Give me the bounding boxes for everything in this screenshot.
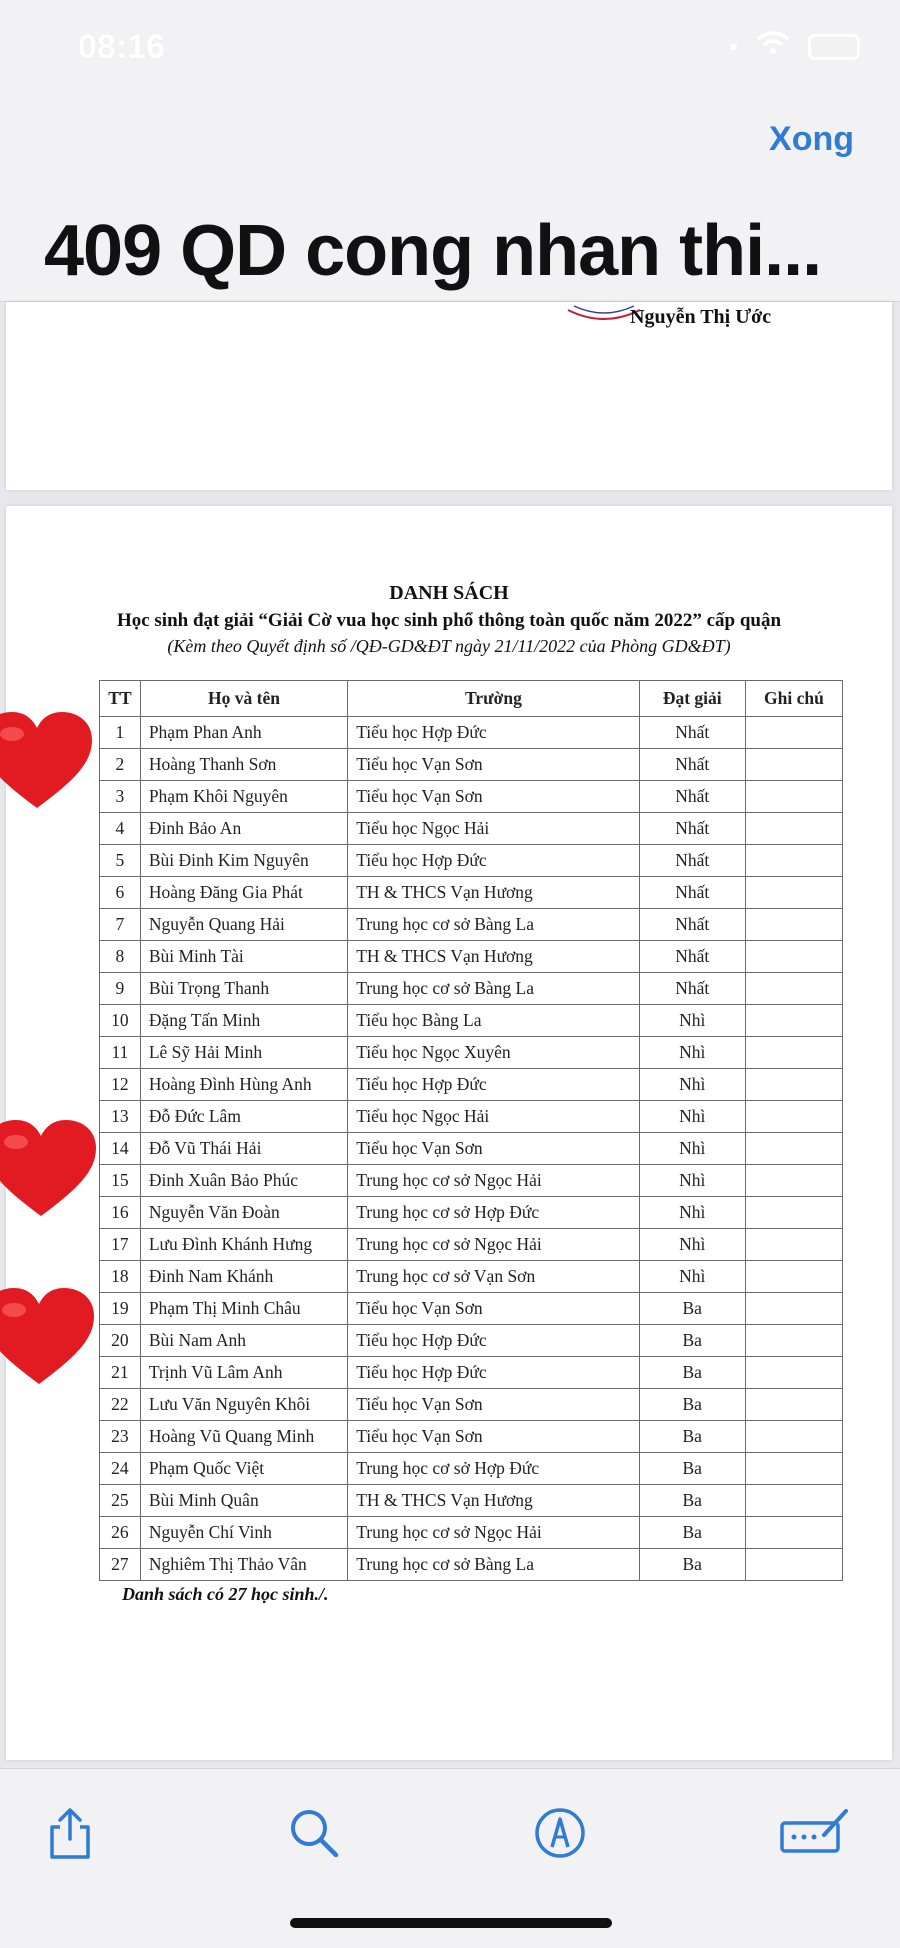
cell-name: Phạm Thị Minh Châu	[140, 1293, 347, 1325]
cell-award: Nhì	[639, 1197, 745, 1229]
cell-tt: 14	[100, 1133, 141, 1165]
cell-tt: 8	[100, 941, 141, 973]
status-bar	[0, 0, 900, 100]
document-title: 409 QD cong nhan thi...	[44, 211, 822, 291]
table-row	[100, 845, 843, 877]
cell-school: Tiểu học Hợp Đức	[348, 1069, 639, 1101]
cell-name: Bùi Nam Anh	[140, 1325, 347, 1357]
table-row	[100, 1325, 843, 1357]
cell-school: TH & THCS Vạn Hương	[348, 877, 639, 909]
cell-note	[745, 941, 842, 973]
cell-school: Tiểu học Ngọc Xuyên	[348, 1037, 639, 1069]
cell-school: Trung học cơ sở Ngọc Hải	[348, 1517, 639, 1549]
cell-note	[745, 1133, 842, 1165]
table-row	[100, 1165, 843, 1197]
cell-award: Nhất	[639, 909, 745, 941]
cell-tt: 15	[100, 1165, 141, 1197]
cell-school: Tiểu học Vạn Sơn	[348, 1389, 639, 1421]
cell-award: Nhất	[639, 941, 745, 973]
cell-school: Tiểu học Ngọc Hải	[348, 813, 639, 845]
cell-tt: 5	[100, 845, 141, 877]
list-note: (Kèm theo Quyết định số /QĐ-GD&ĐT ngày 21/11/2022 của Phòng GD&ĐT)	[167, 636, 731, 656]
cell-tt: 13	[100, 1101, 141, 1133]
cell-tt: 3	[100, 781, 141, 813]
table-row	[100, 1389, 843, 1421]
table-row	[100, 1293, 843, 1325]
status-icons	[729, 30, 860, 63]
cell-award: Nhất	[639, 781, 745, 813]
cell-name: Phạm Quốc Việt	[140, 1453, 347, 1485]
cell-note	[745, 1101, 842, 1133]
pdf-page-previous	[6, 302, 892, 490]
cell-school: Tiểu học Vạn Sơn	[348, 781, 639, 813]
cell-name: Lưu Đình Khánh Hưng	[140, 1229, 347, 1261]
status-time: 08:16	[78, 28, 165, 66]
cell-note	[745, 1005, 842, 1037]
cell-school: Trung học cơ sở Ngọc Hải	[348, 1165, 639, 1197]
cell-note	[745, 1517, 842, 1549]
list-subtitle: Học sinh đạt giải “Giải Cờ vua học sinh phổ thông toàn quốc năm 2022” cấp quận	[116, 610, 782, 631]
cell-tt: 20	[100, 1325, 141, 1357]
table-row	[100, 1037, 843, 1069]
cell-award: Nhất	[639, 717, 745, 749]
done-button[interactable]: Xong	[769, 120, 854, 158]
wifi-icon	[756, 30, 790, 63]
cell-school: Tiểu học Bàng La	[348, 1005, 639, 1037]
cell-name: Nguyễn Quang Hải	[140, 909, 347, 941]
cell-award: Nhất	[639, 877, 745, 909]
table-row	[100, 781, 843, 813]
cell-name: Phạm Khôi Nguyên	[140, 781, 347, 813]
cell-note	[745, 973, 842, 1005]
heart-icon	[0, 712, 92, 812]
cell-name: Hoàng Đình Hùng Anh	[140, 1069, 347, 1101]
table-row	[100, 1517, 843, 1549]
cell-name: Bùi Trọng Thanh	[140, 973, 347, 1005]
table-row	[100, 973, 843, 1005]
cell-tt: 10	[100, 1005, 141, 1037]
cell-note	[745, 1261, 842, 1293]
cell-award: Ba	[639, 1325, 745, 1357]
cell-name: Phạm Phan Anh	[140, 717, 347, 749]
table-row	[100, 1421, 843, 1453]
column-header-name: Họ và tên	[140, 681, 347, 717]
column-header-school: Trường	[348, 681, 639, 717]
cell-award: Nhì	[639, 1261, 745, 1293]
cell-award: Nhì	[639, 1165, 745, 1197]
cell-tt: 9	[100, 973, 141, 1005]
cell-name: Đinh Xuân Bảo Phúc	[140, 1165, 347, 1197]
cell-award: Nhì	[639, 1069, 745, 1101]
cell-school: Trung học cơ sở Hợp Đức	[348, 1453, 639, 1485]
table-row	[100, 877, 843, 909]
search-icon[interactable]	[286, 1805, 342, 1861]
cell-note	[745, 1293, 842, 1325]
cell-tt: 21	[100, 1357, 141, 1389]
cell-note	[745, 909, 842, 941]
cell-name: Đặng Tấn Minh	[140, 1005, 347, 1037]
share-icon[interactable]	[42, 1805, 98, 1861]
column-header-award: Đạt giải	[639, 681, 745, 717]
cell-award: Nhất	[639, 973, 745, 1005]
cell-note	[745, 1069, 842, 1101]
signal-icon: ▪	[728, 31, 738, 61]
cell-tt: 23	[100, 1421, 141, 1453]
cell-note	[745, 1421, 842, 1453]
cell-award: Nhất	[639, 813, 745, 845]
column-header-note: Ghi chú	[745, 681, 842, 717]
cell-note	[745, 813, 842, 845]
cell-tt: 4	[100, 813, 141, 845]
cell-tt: 24	[100, 1453, 141, 1485]
cell-tt: 26	[100, 1517, 141, 1549]
cell-school: Tiểu học Hợp Đức	[348, 1325, 639, 1357]
cell-school: Tiểu học Hợp Đức	[348, 1357, 639, 1389]
cell-tt: 18	[100, 1261, 141, 1293]
cell-award: Ba	[639, 1389, 745, 1421]
cell-school: Tiểu học Vạn Sơn	[348, 1293, 639, 1325]
table-row	[100, 1357, 843, 1389]
cell-note	[745, 1549, 842, 1581]
cell-award: Ba	[639, 1293, 745, 1325]
table-row	[100, 1261, 843, 1293]
cell-name: Lê Sỹ Hải Minh	[140, 1037, 347, 1069]
cell-name: Nghiêm Thị Thảo Vân	[140, 1549, 347, 1581]
cell-note	[745, 717, 842, 749]
cell-school: Tiểu học Ngọc Hải	[348, 1101, 639, 1133]
cell-award: Nhì	[639, 1229, 745, 1261]
cell-note	[745, 1165, 842, 1197]
cell-award: Ba	[639, 1453, 745, 1485]
table-row	[100, 941, 843, 973]
cell-award: Ba	[639, 1517, 745, 1549]
cell-name: Đinh Nam Khánh	[140, 1261, 347, 1293]
cell-name: Đỗ Đức Lâm	[140, 1101, 347, 1133]
pdf-page-list	[6, 506, 892, 1760]
cell-name: Đỗ Vũ Thái Hải	[140, 1133, 347, 1165]
cell-tt: 25	[100, 1485, 141, 1517]
table-row	[100, 749, 843, 781]
home-indicator	[290, 1918, 612, 1928]
cell-school: TH & THCS Vạn Hương	[348, 941, 639, 973]
table-row	[100, 1197, 843, 1229]
table-row	[100, 813, 843, 845]
table-header-row	[100, 681, 843, 717]
edit-form-icon[interactable]	[780, 1805, 852, 1861]
award-table	[99, 680, 843, 1581]
cell-name: Bùi Minh Tài	[140, 941, 347, 973]
cell-note	[745, 1485, 842, 1517]
cell-award: Ba	[639, 1485, 745, 1517]
cell-note	[745, 1357, 842, 1389]
table-row	[100, 1485, 843, 1517]
cell-award: Nhì	[639, 1133, 745, 1165]
cell-school: Trung học cơ sở Bàng La	[348, 909, 639, 941]
table-row	[100, 1229, 843, 1261]
signer-name: Nguyễn Thị Ước	[630, 306, 772, 328]
cell-school: Tiểu học Hợp Đức	[348, 845, 639, 877]
cell-award: Ba	[639, 1421, 745, 1453]
heart-icon	[0, 1120, 96, 1220]
column-header-tt: TT	[100, 681, 141, 717]
cell-award: Ba	[639, 1549, 745, 1581]
cell-school: TH & THCS Vạn Hương	[348, 1485, 639, 1517]
table-row	[100, 1133, 843, 1165]
cell-note	[745, 1197, 842, 1229]
cell-name: Bùi Đinh Kim Nguyên	[140, 845, 347, 877]
cell-note	[745, 845, 842, 877]
cell-tt: 7	[100, 909, 141, 941]
cell-tt: 22	[100, 1389, 141, 1421]
cell-award: Nhất	[639, 749, 745, 781]
document-header	[0, 100, 900, 302]
cell-school: Trung học cơ sở Hợp Đức	[348, 1197, 639, 1229]
cell-note	[745, 749, 842, 781]
cell-name: Bùi Minh Quân	[140, 1485, 347, 1517]
cell-school: Tiểu học Vạn Sơn	[348, 1421, 639, 1453]
table-row	[100, 1549, 843, 1581]
cell-award: Nhì	[639, 1037, 745, 1069]
cell-school: Tiểu học Hợp Đức	[348, 717, 639, 749]
cell-tt: 11	[100, 1037, 141, 1069]
cell-name: Hoàng Vũ Quang Minh	[140, 1421, 347, 1453]
cell-tt: 2	[100, 749, 141, 781]
cell-name: Nguyễn Văn Đoàn	[140, 1197, 347, 1229]
cell-name: Đinh Bảo An	[140, 813, 347, 845]
cell-note	[745, 1453, 842, 1485]
cell-tt: 16	[100, 1197, 141, 1229]
table-row	[100, 717, 843, 749]
cell-tt: 12	[100, 1069, 141, 1101]
table-body	[100, 717, 843, 1581]
cell-tt: 1	[100, 717, 141, 749]
cell-award: Nhất	[639, 845, 745, 877]
table-row	[100, 909, 843, 941]
cell-tt: 19	[100, 1293, 141, 1325]
cell-note	[745, 877, 842, 909]
cell-award: Nhì	[639, 1005, 745, 1037]
cell-school: Trung học cơ sở Bàng La	[348, 973, 639, 1005]
table-row	[100, 1005, 843, 1037]
cell-school: Tiểu học Vạn Sơn	[348, 749, 639, 781]
cell-note	[745, 781, 842, 813]
heart-icon	[0, 1288, 94, 1388]
cell-school: Tiểu học Vạn Sơn	[348, 1133, 639, 1165]
cell-note	[745, 1229, 842, 1261]
cell-award: Ba	[639, 1357, 745, 1389]
cell-name: Trịnh Vũ Lâm Anh	[140, 1357, 347, 1389]
list-footer: Danh sách có 27 học sinh./.	[122, 1584, 329, 1604]
cell-name: Lưu Văn Nguyên Khôi	[140, 1389, 347, 1421]
cell-school: Trung học cơ sở Vạn Sơn	[348, 1261, 639, 1293]
cell-tt: 6	[100, 877, 141, 909]
cell-award: Nhì	[639, 1101, 745, 1133]
markup-icon[interactable]	[532, 1805, 588, 1861]
battery-icon	[808, 34, 860, 60]
cell-note	[745, 1325, 842, 1357]
table-row	[100, 1101, 843, 1133]
cell-tt: 27	[100, 1549, 141, 1581]
cell-name: Hoàng Thanh Sơn	[140, 749, 347, 781]
cell-tt: 17	[100, 1229, 141, 1261]
cell-school: Trung học cơ sở Ngọc Hải	[348, 1229, 639, 1261]
table-row	[100, 1453, 843, 1485]
cell-name: Nguyễn Chí Vinh	[140, 1517, 347, 1549]
cell-note	[745, 1389, 842, 1421]
cell-name: Hoàng Đăng Gia Phát	[140, 877, 347, 909]
cell-school: Trung học cơ sở Bàng La	[348, 1549, 639, 1581]
cell-note	[745, 1037, 842, 1069]
table-row	[100, 1069, 843, 1101]
list-title: DANH SÁCH	[389, 582, 509, 604]
